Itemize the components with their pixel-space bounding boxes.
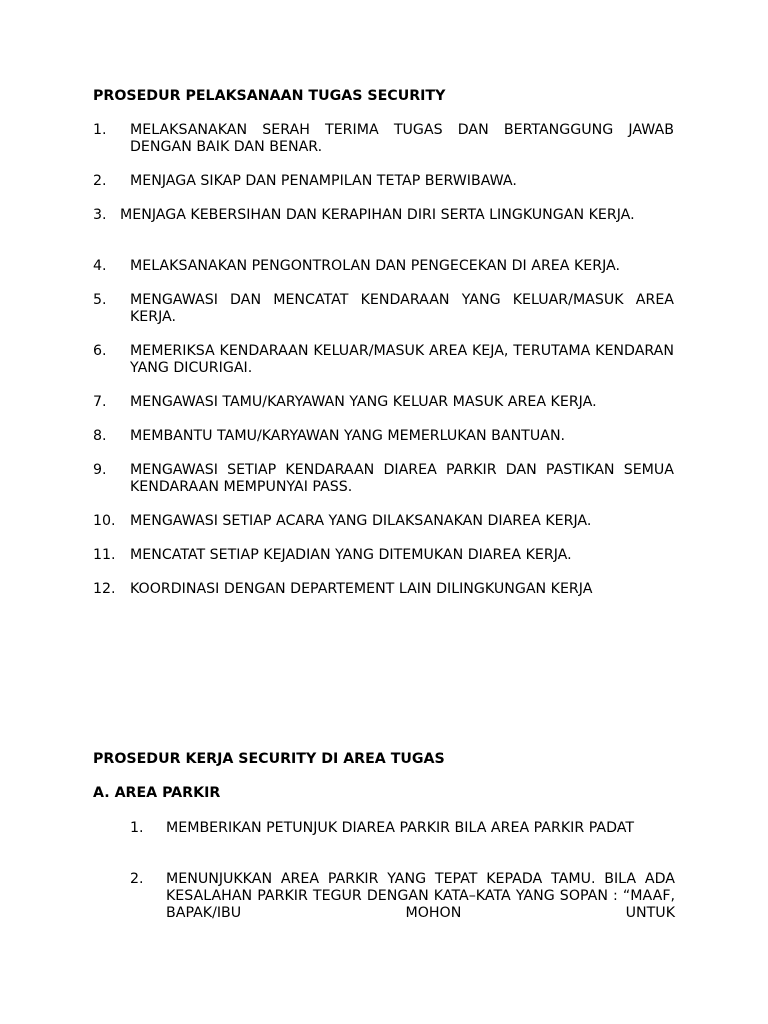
list-item: [130, 820, 675, 837]
item-number: 9.: [93, 462, 107, 478]
item-text: MEMBERIKAN PETUNJUK DIAREA PARKIR BILA AREA PARKIR PADAT: [166, 820, 635, 836]
item-text: MENGAWASI SETIAP KENDARAAN DIAREA PARKIR DAN PASTIKAN SEMUA KENDARAAN MEMPUNYAI PASS.: [130, 462, 674, 495]
item-number: 10.: [93, 513, 116, 529]
list-item: [93, 122, 674, 156]
item-number: 8.: [93, 428, 107, 444]
subsection-heading: A. AREA PARKIR: [93, 785, 221, 801]
list-item: [93, 207, 674, 224]
item-text: MENCATAT SETIAP KEJADIAN YANG DITEMUKAN DIAREA KERJA.: [130, 547, 572, 563]
item-text: MELAKSANAKAN SERAH TERIMA TUGAS DAN BERTANGGUNG JAWAB DENGAN BAIK DAN BENAR.: [130, 122, 674, 155]
item-number: 2.: [130, 871, 144, 887]
list-item: [93, 258, 674, 275]
section1-title: PROSEDUR PELAKSANAAN TUGAS SECURITY: [93, 88, 446, 104]
item-text: MENJAGA KEBERSIHAN DAN KERAPIHAN DIRI SERTA LINGKUNGAN KERJA.: [120, 207, 635, 223]
item-number: 6.: [93, 343, 107, 359]
item-text: MEMBANTU TAMU/KARYAWAN YANG MEMERLUKAN BANTUAN.: [130, 428, 566, 444]
list-item: [93, 343, 674, 377]
item-number: 12.: [93, 581, 116, 597]
item-number: 1.: [130, 820, 144, 836]
item-text: KOORDINASI DENGAN DEPARTEMENT LAIN DILINGKUNGAN KERJA: [130, 581, 593, 597]
item-number: 4.: [93, 258, 107, 274]
item-text: MENJAGA SIKAP DAN PENAMPILAN TETAP BERWIBAWA.: [130, 173, 517, 189]
list-item: [93, 581, 674, 598]
item-text: MENGAWASI DAN MENCATAT KENDARAAN YANG KELUAR/MASUK AREA KERJA.: [130, 292, 674, 325]
item-text: MENGAWASI TAMU/KARYAWAN YANG KELUAR MASUK AREA KERJA.: [130, 394, 597, 410]
list-item: [93, 462, 674, 496]
list-item: [93, 394, 674, 411]
item-number: 3.: [93, 207, 107, 223]
item-text: MENGAWASI SETIAP ACARA YANG DILAKSANAKAN DIAREA KERJA.: [130, 513, 592, 529]
list-item: [130, 871, 675, 922]
item-number: 2.: [93, 173, 107, 189]
list-item: [93, 513, 674, 530]
item-number: 1.: [93, 122, 107, 138]
list-item: [93, 547, 674, 564]
item-text: MENUNJUKKAN AREA PARKIR YANG TEPAT KEPADA TAMU. BILA ADA KESALAHAN PARKIR TEGUR DENGAN KATA–KATA YANG SOPAN : “MAAF, BAPAK/IBU MOHON UNTUK: [166, 871, 675, 921]
list-item: [93, 292, 674, 326]
item-number: 7.: [93, 394, 107, 410]
item-text: MEMERIKSA KENDARAAN KELUAR/MASUK AREA KEJA, TERUTAMA KENDARAN YANG DICURIGAI.: [130, 343, 674, 376]
item-text: MELAKSANAKAN PENGONTROLAN DAN PENGECEKAN DI AREA KERJA.: [130, 258, 621, 274]
item-number: 11.: [93, 547, 116, 563]
list-item: [93, 428, 674, 445]
item-number: 5.: [93, 292, 107, 308]
section2-title: PROSEDUR KERJA SECURITY DI AREA TUGAS: [93, 751, 445, 767]
list-item: [93, 173, 674, 190]
